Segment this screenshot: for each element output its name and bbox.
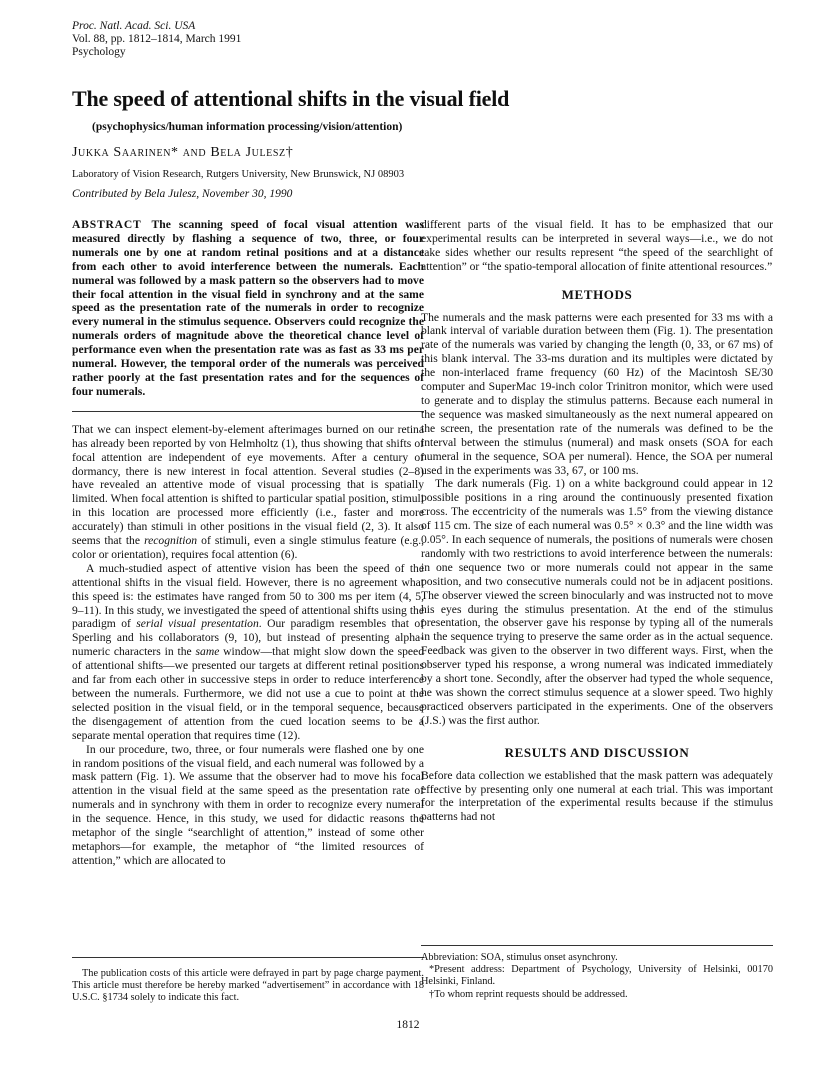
abstract-divider (72, 411, 424, 412)
page-number: 1812 (396, 1019, 420, 1031)
methods-heading: METHODS (561, 286, 633, 302)
abstract (72, 218, 424, 399)
abstract-label: ABSTRACT (72, 218, 142, 231)
methods-paragraph-1: The numerals and the mask patterns were each presented for 33 ms with a blank interval of variable duration between them (Fig. 1). The presentation rate of the numerals was varied by changing the length (0, 33, or 67 ms) of this blank interval. The 33-ms duration and its multiples were dictated by the non-interlaced frame frequency (60 Hz) of the Macintosh SE/30 computer and SuperMac 19-inch color Trinitron monitor, which were used to generate and to display the stimulus patterns. Because each numeral in the sequence was masked simultaneously as the next numeral appeared on the screen, the presentation rate of the numerals was defined to be the interval between the stimulus (numeral) and mask onsets (SOA for each numeral in the sequence, SOA per numeral). Hence, the SOA per numeral used in the experiments was 33, 67, or 100 ms. (421, 310, 773, 477)
footnote-divider (72, 957, 424, 958)
journal-name: Proc. Natl. Acad. Sci. USA (72, 20, 196, 32)
abbreviation-note: Abbreviation: SOA, stimulus onset asynchrony. (421, 952, 618, 963)
methods-paragraph-2: The dark numerals (Fig. 1) on a white background could appear in 12 possible positions in a ring around the continuously presented fixation cross. The eccentricity of the numerals was 1.5° from the viewing distance of 115 cm. The size of each numeral was 0.5° × 0.3° and the line width was 0.05°. In each sequence of numerals, the positions of numerals were chosen randomly with two restrictions to avoid interference between the numerals: in one sequence two or more numerals could not appear in the same position, and two consecutive numerals could not be in adjacent positions. The observer viewed the screen binocularly and was instructed not to move his eyes during the stimulus presentation. At the end of the stimulus presentation, the observer gave his response by typing all of the numerals in the sequence trying to preserve the same order as in the actual sequence. Feedback was given to the observer in two different ways. First, when the observer typed his response, a wrong numeral was indicated immediately by a short tone. Secondly, after the observer had typed the whole sequence, he was shown the correct stimulus sequence at a slower speed. Two highly practiced observers participated in the experiments. One of the observers (J.S.) was the first author. (421, 477, 773, 727)
present-address-note: *Present address: Department of Psychology, University of Helsinki, 00170 Helsinki, Finland. (421, 964, 773, 988)
journal-header (72, 20, 241, 59)
contributed-by: Contributed by Bela Julesz, November 30, 1990 (72, 188, 293, 200)
publication-cost-footnote (72, 957, 424, 1005)
results-heading: RESULTS AND DISCUSSION (504, 744, 690, 760)
journal-section: Psychology (72, 46, 126, 58)
article-title: The speed of attentional shifts in the visual field (72, 86, 510, 111)
affiliation: Laboratory of Vision Research, Rutgers University, New Brunswick, NJ 08903 (72, 169, 405, 180)
keywords: (psychophysics/human information processing/vision/attention) (92, 121, 403, 133)
journal-volume: Vol. 88, pp. 1812–1814, March 1991 (72, 33, 242, 45)
intro-paragraph-2: A much-studied aspect of attentive vision has been the speed of the attentional shifts in the visual field. However, there is no agreement what this speed is: the estimates have ranged from 50 to 300 ms per item (4, 5, 9–11). In this study, we investigated the speed of attentional shifts using the paradigm of serial visual presentation. Our paradigm resembles that of Sperling and his collaborators (9, 10), but instead of presenting alpha-numeric characters in the same window—that might slow down the speed of attentional shifts—we presented our targets at different retinal positions and far from each other in successive steps in order to reduce interference between the numerals. Furthermore, we did not use a cue to point at the selected position in the visual field, or in the temporal sequence, because the disengagement of attention from the cued location seems to be a separate mental operation that requires time (12). (72, 561, 424, 742)
author-2-mark: † (285, 145, 294, 160)
reprint-note: †To whom reprint requests should be addressed. (429, 988, 628, 1000)
author-1: Jukka Saarinen (72, 145, 172, 160)
author-conjunction: and (178, 145, 211, 160)
intro-paragraph-1: That we can inspect element-by-element afterimages burned on our retina has already been reported by von Helmholtz (1), thus showing that shifts of focal attention are independent of eye movements. After a century of dormancy, there is new interest in focal attention. Several studies (2–8) have revealed an attentive mode of visual processing that is spatially limited. When focal attention is shifted to particular spatial position, stimuli in this location are processed more efficiently (i.e., faster and more accurately) than stimuli in other positions in the visual field (2, 3). It also seems that the recognition of stimuli, even a single stimulus feature (e.g., color or orientation), requires focal attention (6). (72, 422, 425, 561)
intro-paragraph-4: different parts of the visual field. It has to be emphasized that our experimental results can be interpreted in several ways—i.e., we do not take sides whether our results represent “the speed of the searchlight of attention” or “the spatio-temporal allocation of finite attentional resources.” (421, 218, 773, 273)
author-line (72, 145, 293, 161)
intro-paragraph-3: In our procedure, two, three, or four numerals were flashed one by one in random positions of the visual field, and each numeral was followed by a mask pattern (Fig. 1). We assume that the observer had to move his focal attention in the visual field at the same speed as the presentation rate of numerals and in synchrony with them in order to recognize every numeral in the sequence. Hence, in this study, we used for didactic reasons the metaphor of the single “searchlight of attention,” instead of some other metaphors—for example, the metaphor of “the limited resources of attention,” which are allocated to (72, 742, 424, 867)
right-column (421, 218, 773, 824)
cost-note: The publication costs of this article were defrayed in part by page charge payment. This article must therefore be hereby marked “advertisement” in accordance with 18 U.S.C. §1734 solely to indicate this fact. (72, 968, 424, 1004)
author-2: Bela Julesz (210, 145, 286, 160)
abstract-text: The scanning speed of focal visual attention was measured directly by flashing a sequence of two, three, or four numerals one by one at random retinal positions and at a distance from each other to avoid interference between the numerals. Each numeral was followed by a mask pattern so the observers had to move their focal attention in the visual field in synchrony and at the same speed as the presentation rate of the numerals in order to recognize every numeral in the stimulus sequence. Observers could recognize the numerals orders of magnitude above the theoretical chance level of performance even when the presentation rate was as fast as 33 ms per numeral. However, the temporal order of the numerals was perceived rather poorly at the fast presentation rates and for the sequences of four numerals. (72, 218, 424, 398)
author-1-mark: * (171, 145, 179, 160)
left-column (72, 218, 424, 868)
author-footnotes (421, 945, 773, 1001)
footnote-divider (421, 945, 773, 946)
results-paragraph-1: Before data collection we established that the mask pattern was adequately effective by presenting only one numeral at each trial. This was important for the interpretation of the experimental results because if the stimulus patterns had not (421, 768, 773, 824)
